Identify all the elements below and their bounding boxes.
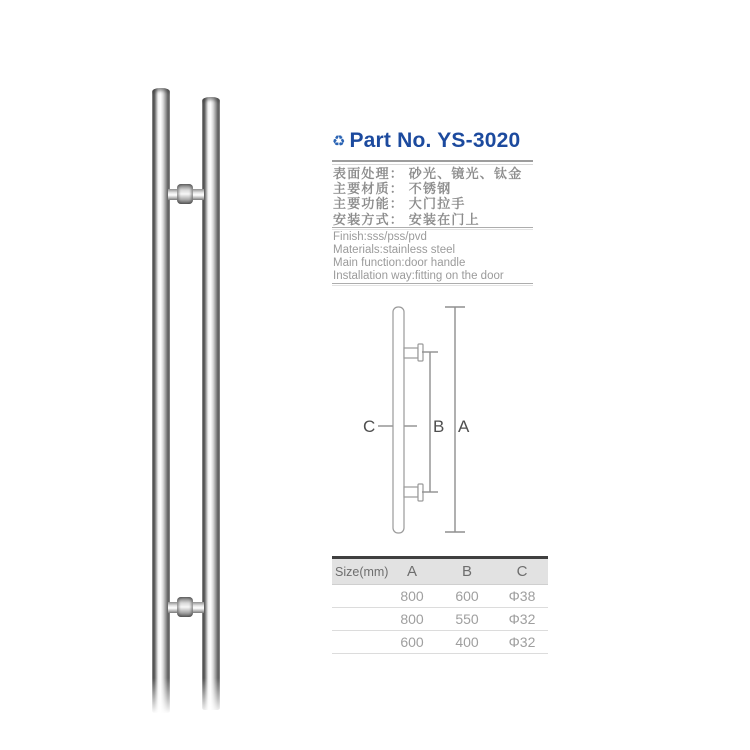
cell-c: Φ32	[508, 634, 536, 650]
dim-label-b: B	[433, 417, 445, 436]
spec-cn-finish: 表面处理： 砂光、镜光、钛金	[333, 166, 523, 181]
divider-under-english-specs	[332, 283, 533, 286]
cell-b: 550	[455, 611, 479, 627]
photo-bottom-fade	[140, 678, 235, 720]
col-header-a: A	[406, 563, 417, 580]
cell-a: 600	[400, 634, 424, 650]
dim-label-a: A	[458, 417, 470, 436]
col-header-size: Size(mm)	[335, 564, 389, 579]
divider-under-chinese-specs	[332, 227, 533, 230]
spec-en-finish: Finish:sss/pss/pvd	[333, 231, 427, 243]
dim-label-c: C	[363, 417, 376, 436]
cell-c: Φ32	[508, 611, 536, 627]
dimension-diagram	[350, 302, 475, 542]
table-row	[332, 608, 548, 631]
table-row	[332, 631, 548, 654]
col-header-b: B	[461, 563, 472, 580]
diagram-tube	[393, 307, 404, 533]
cell-a: 800	[400, 611, 424, 627]
cell-b: 600	[455, 588, 479, 604]
cell-a: 800	[400, 588, 424, 604]
spec-en-material: Materials:stainless steel	[333, 243, 456, 256]
specs-chinese	[333, 166, 522, 227]
col-header-c: C	[516, 563, 528, 580]
handle-collar-bottom	[177, 597, 193, 617]
handle-tube-left	[152, 88, 170, 713]
spec-cn-material: 主要材质： 不锈钢	[333, 181, 452, 197]
handle-collar-top	[177, 184, 193, 204]
specs-english	[333, 231, 504, 283]
handle-tube-right	[202, 97, 220, 710]
divider-under-title	[332, 160, 533, 165]
spec-en-function: Main function:door handle	[333, 256, 466, 269]
size-table	[332, 556, 548, 654]
cell-b: 400	[455, 634, 479, 650]
brand-pinwheel-icon: ♻	[332, 131, 346, 150]
diagram-post-bottom	[404, 487, 418, 497]
size-table-header-row	[332, 559, 548, 585]
part-header	[332, 129, 520, 153]
spec-cn-installation: 安装方式： 安装在门上	[333, 211, 480, 227]
diagram-post-top	[404, 348, 418, 358]
spec-en-installation: Installation way:fitting on the door	[333, 269, 504, 282]
table-row	[332, 585, 548, 608]
part-number-title: Part No. YS-3020	[349, 129, 521, 152]
spec-cn-function: 主要功能： 大门拉手	[333, 196, 466, 212]
cell-c: Φ38	[508, 588, 536, 604]
